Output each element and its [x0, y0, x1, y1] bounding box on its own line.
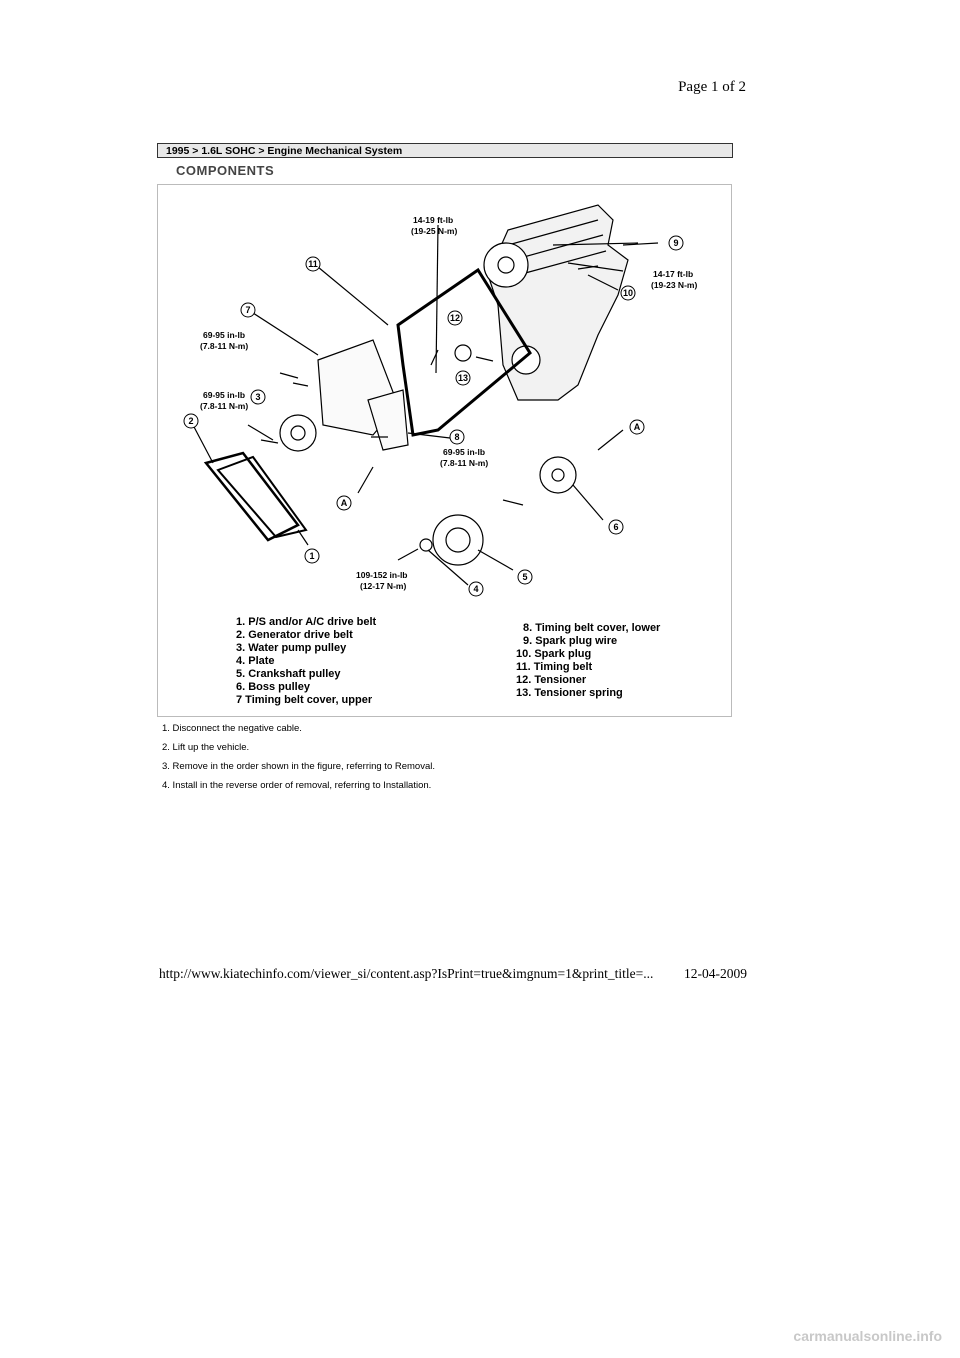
torque-label-3a: 69-95 in-lb — [203, 330, 246, 340]
step-item: 3. Remove in the order shown in the figure, referring to Removal. — [162, 761, 435, 772]
tensioner-spring — [476, 357, 493, 361]
svg-text:9: 9 — [673, 238, 679, 248]
torque-label-5b: (7.8-11 N-m) — [440, 458, 489, 468]
footer-url: http://www.kiatechinfo.com/viewer_si/content.asp?IsPrint=true&imgnum=1&print_title=... — [159, 966, 654, 981]
torque-label-6a: 109-152 in-lb — [356, 570, 408, 580]
step-item: 4. Install in the reverse order of removal, referring to Installation. — [162, 780, 432, 791]
plate — [420, 539, 432, 551]
page-indicator: Page 1 of 2 — [678, 79, 746, 95]
step-item: 1. Disconnect the negative cable. — [162, 723, 302, 734]
svg-text:12: 12 — [449, 313, 461, 323]
exploded-view-diagram — [158, 185, 733, 718]
svg-text:8: 8 — [454, 432, 460, 442]
torque-label-2b: (19-23 N-m) — [651, 280, 698, 290]
step-item: 2. Lift up the vehicle. — [162, 742, 250, 753]
legend-item: 1. P/S and/or A/C drive belt — [236, 616, 377, 628]
legend-left — [236, 616, 377, 706]
boss-pulley — [540, 457, 576, 493]
svg-text:1: 1 — [309, 551, 315, 561]
callout-4 — [469, 582, 483, 596]
torque-label-4b: (7.8-11 N-m) — [200, 401, 249, 411]
crank-bolt — [503, 500, 523, 505]
leader-6 — [573, 485, 603, 520]
plate-bolt — [398, 549, 418, 560]
legend-item: 6. Boss pulley — [236, 681, 310, 693]
water-pump-pulley — [280, 415, 316, 451]
procedure-steps — [162, 719, 435, 795]
torque-label-2a: 14-17 ft-lb — [653, 269, 694, 279]
callout-9 — [669, 236, 683, 250]
leader-7 — [253, 313, 318, 355]
tensioner — [455, 345, 471, 361]
legend-item: 3. Water pump pulley — [236, 642, 347, 654]
legend-item: 8. Timing belt cover, lower — [523, 622, 661, 634]
leader-a-right — [598, 430, 623, 450]
torque-label-1a: 14-19 ft-lb — [413, 215, 454, 225]
callout-2 — [184, 414, 198, 428]
callout-5 — [518, 570, 532, 584]
leader-1 — [298, 530, 308, 545]
svg-text:11: 11 — [308, 259, 318, 269]
callout-a-left — [337, 496, 351, 510]
leader-torque-4 — [248, 425, 273, 440]
callout-11 — [306, 257, 320, 271]
svg-text:A: A — [633, 422, 641, 432]
legend-item: 2. Generator drive belt — [236, 629, 353, 641]
svg-text:5: 5 — [522, 572, 528, 582]
legend-item: 9. Spark plug wire — [523, 635, 618, 647]
callout-3 — [251, 390, 265, 404]
legend-item: 13. Tensioner spring — [516, 687, 623, 699]
legend-item: 12. Tensioner — [516, 674, 587, 686]
torque-label-4a: 69-95 in-lb — [203, 390, 246, 400]
svg-text:13: 13 — [457, 373, 469, 383]
timing-cover-lower — [368, 390, 408, 450]
callout-10 — [621, 286, 635, 300]
legend-item: 11. Timing belt — [516, 661, 593, 673]
svg-text:7: 7 — [245, 305, 251, 315]
torque-label-3b: (7.8-11 N-m) — [200, 341, 249, 351]
legend-item: 10. Spark plug — [516, 648, 592, 660]
svg-text:3: 3 — [255, 392, 261, 402]
torque-label-6b: (12-17 N-m) — [360, 581, 407, 591]
callout-a-right — [630, 420, 644, 434]
svg-text:10: 10 — [622, 288, 634, 298]
legend-item: 5. Crankshaft pulley — [236, 668, 341, 680]
callout-7 — [241, 303, 255, 317]
legend-item: 7 Timing belt cover, upper — [236, 694, 373, 706]
callout-13 — [456, 371, 470, 385]
leader-2 — [193, 425, 213, 463]
leader-5 — [478, 550, 513, 570]
svg-text:A: A — [340, 498, 348, 508]
torque-label-1b: (19-25 N-m) — [411, 226, 458, 236]
legend-right — [516, 622, 661, 699]
callout-1 — [305, 549, 319, 563]
svg-text:2: 2 — [188, 416, 194, 426]
cam-sprocket — [484, 243, 528, 287]
crank-sprocket — [512, 346, 540, 374]
svg-text:4: 4 — [473, 584, 479, 594]
leader-11 — [318, 267, 388, 325]
legend-item: 4. Plate — [236, 655, 275, 667]
section-title: COMPONENTS — [176, 163, 275, 178]
components-figure — [157, 184, 732, 717]
ps-ac-drive-belt — [218, 457, 306, 537]
callout-6 — [609, 520, 623, 534]
svg-text:6: 6 — [613, 522, 619, 532]
callout-12 — [448, 311, 462, 325]
breadcrumb: 1995 > 1.6L SOHC > Engine Mechanical System — [157, 143, 733, 158]
leader-a-left — [358, 467, 373, 493]
footer-date: 12-04-2009 — [684, 966, 747, 981]
watermark-logo: carmanualsonline.info — [793, 1328, 942, 1344]
generator-drive-belt — [206, 453, 298, 540]
callout-8 — [450, 430, 464, 444]
crankshaft-pulley — [433, 515, 483, 565]
torque-label-5a: 69-95 in-lb — [443, 447, 486, 457]
